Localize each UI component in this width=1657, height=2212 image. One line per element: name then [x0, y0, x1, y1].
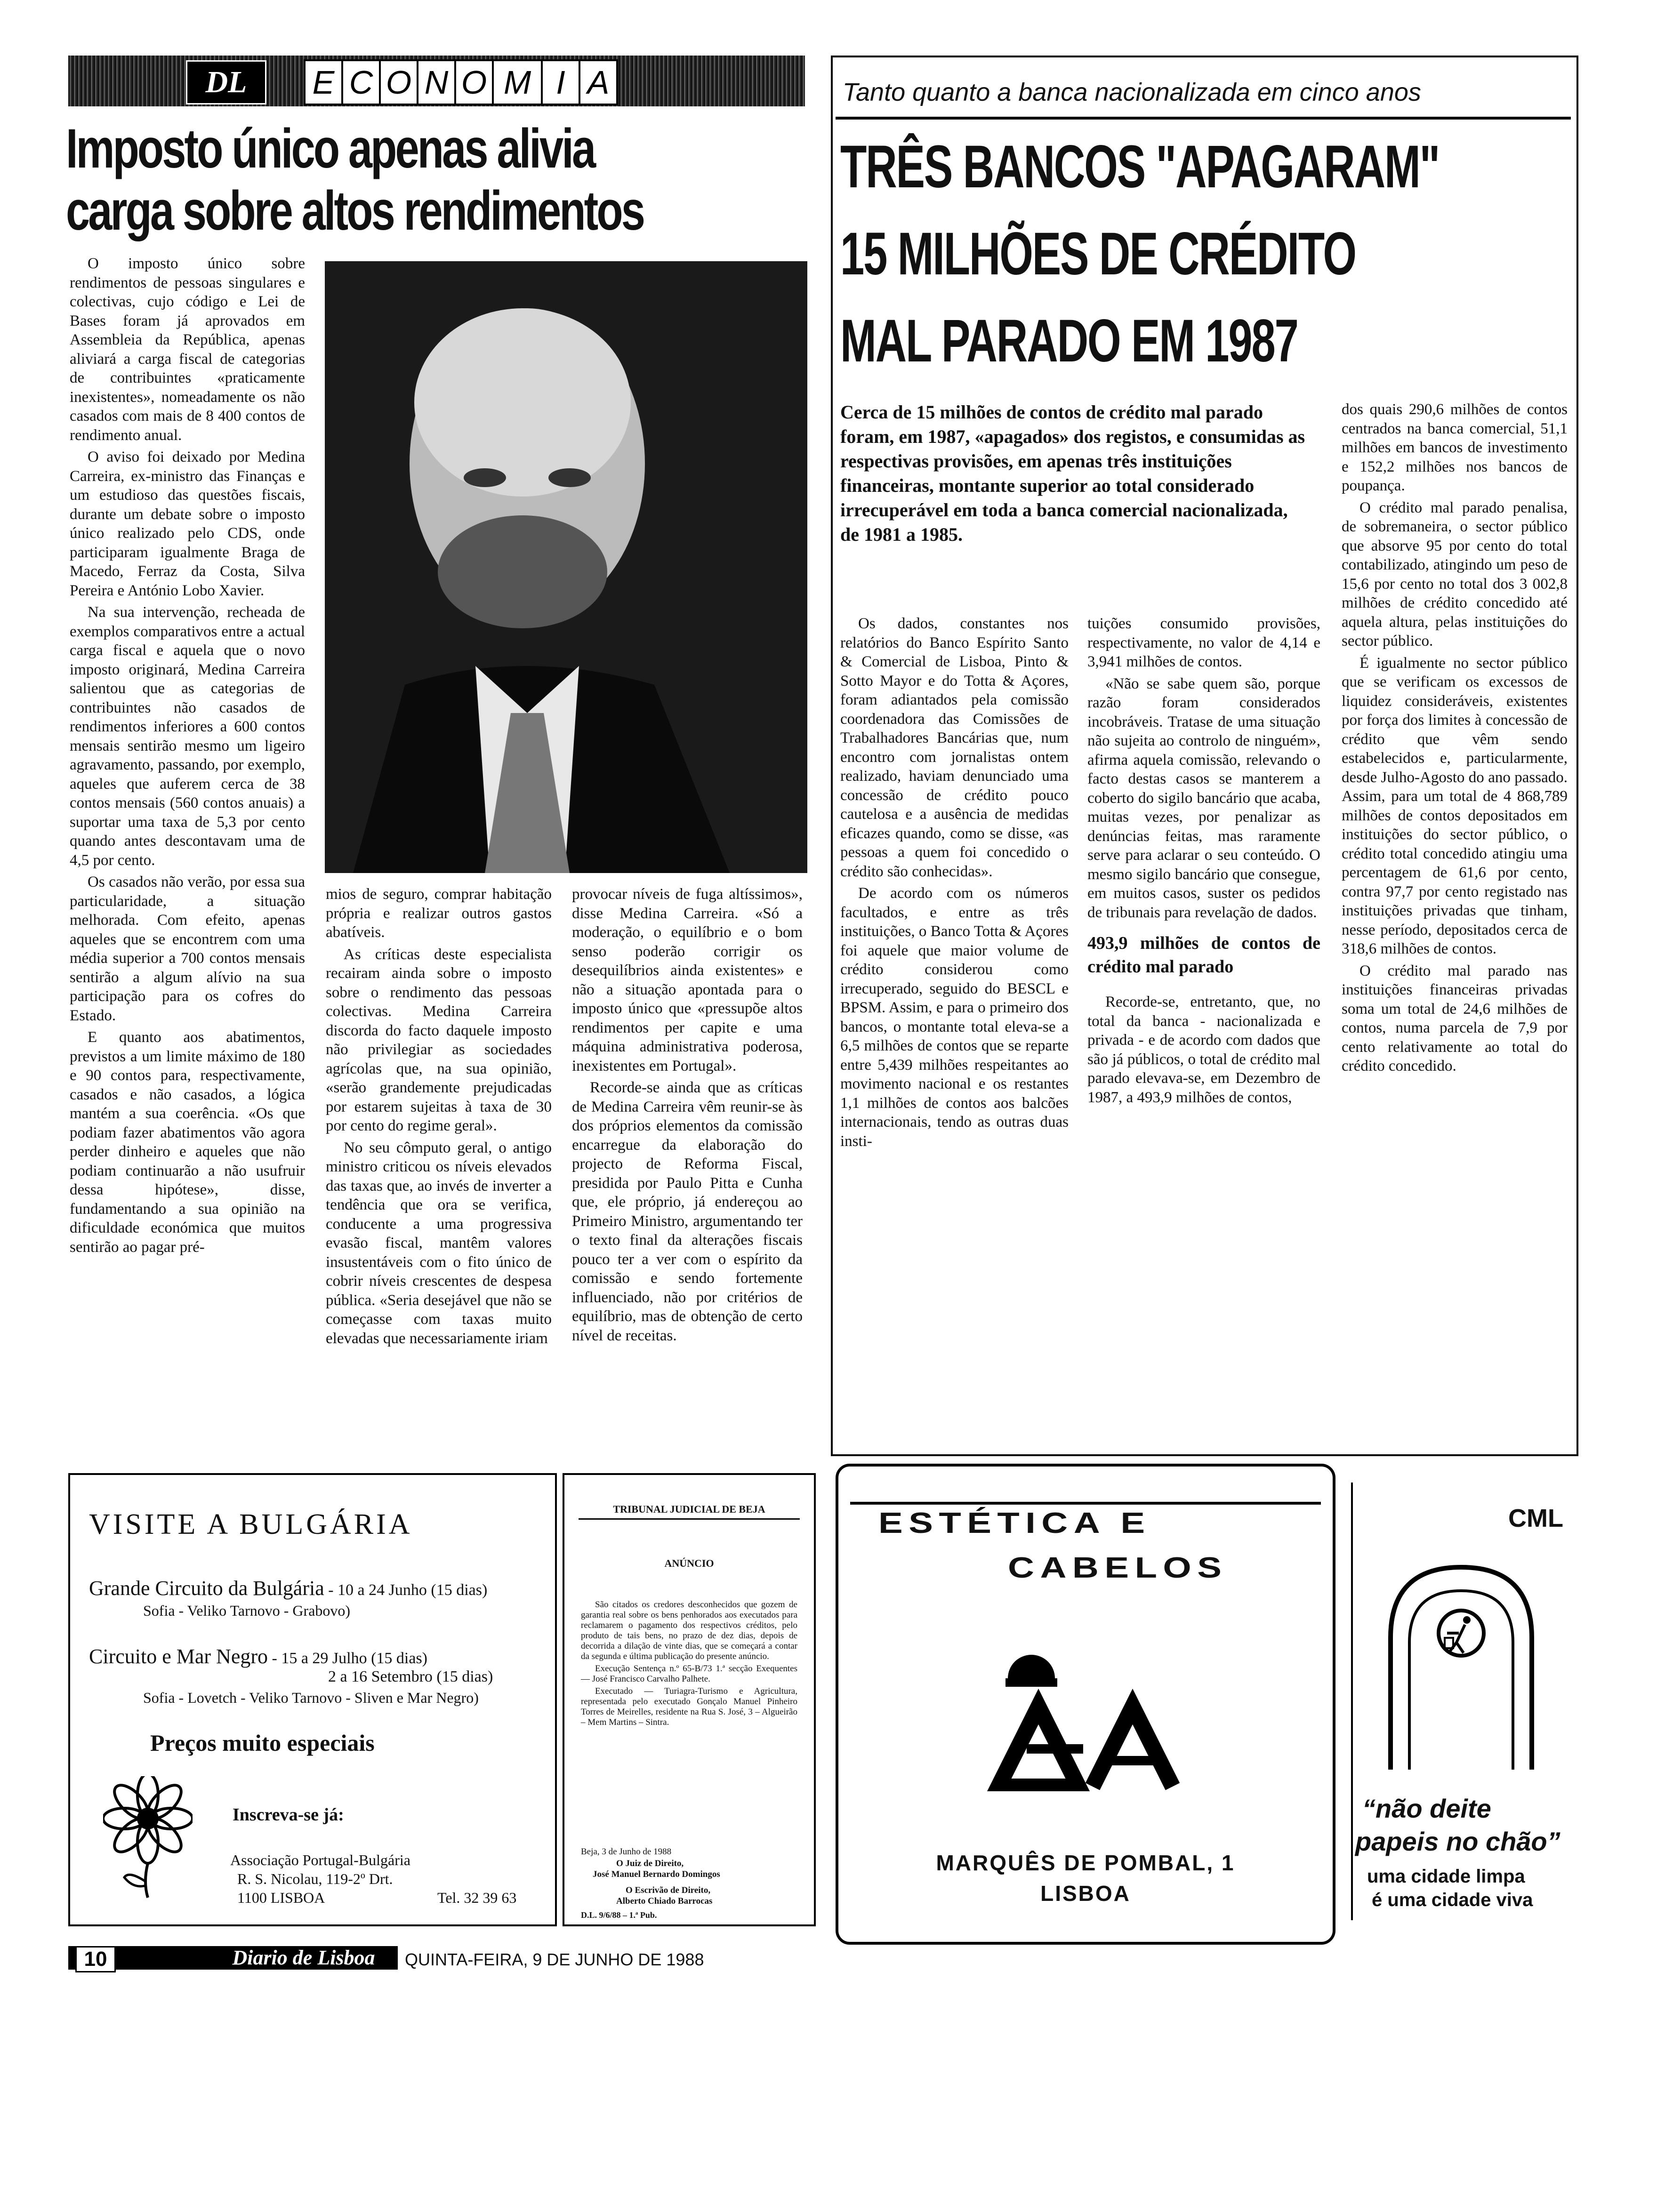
paragraph: O aviso foi deixado por Medina Carreira, ex-ministro das Finanças e um estudioso das questões fiscais, durante um debate sobre o imposto único realizado pelo CDS, onde participaram igualmente Braga de Macedo, Ferraz da Costa, Silva Pereira e António Lobo Xavier. — [70, 449, 305, 599]
headline-line: Imposto único apenas alivia — [66, 118, 595, 180]
paragraph: As críticas deste especialista recairam ainda sobre o imposto sobre o rendimento das pessoas colectivas. Medina Carreira discorda do facto daquele imposto não privilegiar as sociedades agrícolas que, na sua opinião, «serão grandemente prejudicadas por estarem sujeitas à taxa de 30 por cento do regime geral». — [326, 946, 552, 1134]
clerk-title: O Escrivão de Direito, — [626, 1885, 711, 1895]
cml-line1: uma cidade limpa — [1367, 1866, 1525, 1887]
judge-title: O Juiz de Direito, — [616, 1859, 684, 1868]
ad-tribunal — [563, 1473, 816, 1926]
footer-date: QUINTA-FEIRA, 9 DE JUNHO DE 1988 — [405, 1950, 704, 1969]
estetica-city: LISBOA — [1040, 1881, 1131, 1906]
article2-title-line: MAL PARADO EM 1987 — [840, 307, 1298, 375]
trip2 — [89, 1644, 550, 1668]
ea-logo-icon — [980, 1645, 1196, 1791]
paragraph: tuições consumido provisões, respectivamente, no valor de 4,14 e 3,941 milhões de contos. — [1087, 615, 1320, 670]
trip2-dates: - 15 a 29 Julho (15 dias) — [268, 1650, 428, 1667]
paragraph: Recorde-se ainda que as críticas de Medina Carreira vêm reunir-se às dos próprios elementos da comissão encarregue da elaboração do projecto de Reforma Fiscal, presidida por Paulo Pitta e Cunha que, ele próprio, já endereçou ao Primeiro Ministro, argumentando ter o texto final da alterações fiscais pouco ter a ver com o espírito da comissão e sendo fortemente influenciado, não por critérios de equilíbrio, mas de obtenção de certo nível de receitas. — [572, 1079, 803, 1344]
clerk: Alberto Chiado Barrocas — [616, 1896, 713, 1906]
trip1 — [89, 1576, 550, 1600]
section-letter: E — [304, 59, 343, 105]
article2-title-line: TRÊS BANCOS "APAGARAM" — [840, 133, 1440, 200]
section-letter: O — [454, 59, 494, 105]
org: Associação Portugal-Bulgária — [230, 1851, 410, 1868]
paragraph: Recorde-se, entretanto, que, no total da banca - nacionalizada e privada - e de acordo com dados que são já públicos, o total de crédito mal parado elevava-se, em Dezembro de 1987, a 493,9 milhões de contos, — [1087, 994, 1320, 1106]
paragraph: O crédito mal parado nas instituições financeiras privadas soma um total de 24,6 milhões de contos, numa parcela de 7,9 por cento relativamente ao total do crédito concedido. — [1342, 962, 1568, 1074]
kicker-rule — [836, 117, 1571, 120]
judge: José Manuel Bernardo Domingos — [593, 1869, 720, 1879]
section-letter: M — [492, 59, 543, 105]
tribunal-ref: D.L. 9/6/88 – 1.ª Pub. — [581, 1910, 657, 1920]
tribunal-text: Executado — Turiagra-Turismo e Agricultura, representada pelo executado Gonçalo Manuel Pinheiro Torres de Meirelles, residente na Rua S. José, 3 – Algueirão – Mem Martins – Sintra. — [581, 1686, 797, 1727]
section-letter: A — [579, 59, 618, 105]
paragraph: De acordo com os números facultados, e entre as três instituições, o Banco Totta & Açores foi aquele que maior volume de crédito considerou como irrecuperado, seguido do BESCL e BPSM. Assim, e para o primeiro dos bancos, o montante total eleva-se a 6,5 milhões de contos que se reparte entre 5,439 milhões respeitantes ao movimento nacional e os restantes 1,1 milhões de contos aos balcões internacionais, tendo as outras duas insti- — [840, 885, 1069, 1150]
paragraph: dos quais 290,6 milhões de contos centrados na banca comercial, 51,1 milhões em bancos de investimento e 152,2 milhões nos bancos de poupança. — [1342, 401, 1568, 494]
flower-icon — [103, 1776, 193, 1899]
paragraph: mios de seguro, comprar habitação própria e realizar outros gastos abatíveis. — [326, 886, 552, 941]
trip2-route: Sofia - Lovetch - Veliko Tarnovo - Sliven e Mar Negro) — [143, 1689, 479, 1706]
paragraph: No seu cômputo geral, o antigo ministro criticou os níveis elevados das taxas que, ao invés de inverter a tendência que ora se verifica, conducente a uma progressiva evasão fiscal, mantêm valores insustentáveis com o fito único de cobrir níveis crescentes de despesa pública. «Seria desejável que não se começasse com taxas muito elevadas que necessariamente iriam — [326, 1139, 552, 1347]
article2-title-line: 15 MILHÕES DE CRÉDITO — [840, 220, 1356, 288]
cml-slogan1: “não deite — [1362, 1794, 1491, 1823]
tribunal-subtitle: ANÚNCIO — [664, 1557, 714, 1569]
dl-logo: DL — [186, 60, 266, 104]
article2-kicker: Tanto quanto a banca nacionalizada em cinco anos — [843, 78, 1421, 106]
paragraph: provocar níveis de fuga altíssimos», disse Medina Carreira. «Só a moderação, o equilíbrio e o bom senso poderão corrigir os desequilíbrios ainda existentes» e não a situação apontada para o imposto único que «pressupõe altos rendimentos per capite e uma máquina administrativa poderosa, inexistentes em Portugal». — [572, 886, 803, 1074]
signup: Inscreva-se já: — [233, 1805, 344, 1825]
ad-bulgaria — [68, 1473, 557, 1926]
paragraph: Na sua intervenção, recheada de exemplos comparativos entre a actual carga fiscal e aquela que o novo imposto originará, Medina Carreira salientou que as categorias de contribuintes não casados de rendimentos inferiores a 600 contos mensais sentirão mesmo um ligeiro agravamento, passando, por exemplo, aqueles que auferem cerca de 38 contos mensais (560 contos anuais) a suportar uma taxa de 5,3 por cento quando antes descontavam uma de 4,5 por cento. — [70, 604, 305, 869]
cml-brand: CML — [1508, 1504, 1563, 1532]
tribunal-title: TRIBUNAL JUDICIAL DE BEJA — [579, 1503, 800, 1520]
paper-name: Diario de Lisboa — [232, 1946, 375, 1969]
prices: Preços muito especiais — [150, 1730, 375, 1756]
article1-col1 — [70, 254, 305, 1259]
cml-line2: é uma cidade viva — [1372, 1890, 1533, 1910]
tel: Tel. 32 39 63 — [437, 1889, 517, 1906]
paragraph: É igualmente no sector público que se verificam os excessos de liquidez consideráveis, existentes por força dos limites à concessão de crédito que vêm sendo estabelecidos e, particularmente, desde Julho-Agosto do ano passado. Assim, para um total de 4 868,789 milhões de contos depositados em instituições do sector público, o crédito total concedido atingiu uma percentagem de 61,6 por cento, contra 97,7 por cento registado nas instituições privadas que tinham, nesse período, depositados cerca de 318,6 milhões de contos. — [1342, 654, 1568, 957]
paragraph: Os casados não verão, por essa sua particularidade, a situação melhorada. Com efeito, apenas aqueles que se encontrem com uma média superior a 700 contos mensais sentirão a algum alívio na sua participação para os cofres do Estado. — [70, 874, 305, 1024]
paragraph: E quanto aos abatimentos, previstos a um limite máximo de 180 e 90 contos para, respectivamente, casados e não casados, a lógica mantém a sua coerência. «Os que podiam fazer abatimentos vão agora perder dinheiro e aqueles que não podiam continuarão a não usufruir dessa hipótese», disse, fundamentando a sua opinião na dificuldade económica que muitos sentirão ao pagar pré- — [70, 1029, 305, 1256]
portrait-illustration — [325, 261, 807, 873]
section-letter: N — [417, 59, 456, 105]
trash-bin-icon — [1381, 1563, 1541, 1770]
paragraph: «Não se sabe quem são, porque razão foram considerados incobráveis. Tratase de uma situação não sujeita ao controlo de ninguém», afirma aquela comissão, relevando o facto destas casos se manterem a coberto do sigilo bancário que acaba, muitas vezes, por penalizar as denúncias feitas, mas raramente serve para aclarar o seu conteúdo. O mesmo sigilo bancário que consegue, em muitos casos, suster os pedidos de tribunais para revelação de dados. — [1087, 675, 1320, 921]
paragraph: O imposto único sobre rendimentos de pessoas singulares e colectivas, cujo código e Lei de Bases foram já aprovados em Assembleia da República, apenas aliviará a carga fiscal de categorias de contribuintes «praticamente inexistentes», nomeadamente os não casados com mais de 8 400 contos de rendimento anual. — [70, 255, 305, 444]
trip1-name: Grande Circuito da Bulgária — [89, 1577, 324, 1600]
section-letter: I — [541, 59, 580, 105]
estetica-address: MARQUÊS DE POMBAL, 1 — [936, 1851, 1235, 1875]
tribunal-date: Beja, 3 de Junho de 1988 — [581, 1847, 672, 1857]
headline-line: carga sobre altos rendimentos — [66, 180, 644, 242]
estetica-title2: CABELOS — [1008, 1552, 1228, 1584]
section-banner — [68, 56, 805, 106]
ad-estetica — [836, 1464, 1335, 1945]
address: R. S. Nicolau, 119-2º Drt. — [237, 1870, 393, 1887]
ad-title: VISITE A BULGÁRIA — [89, 1508, 413, 1540]
article2-col1 — [840, 614, 1069, 1154]
article2-lead: Cerca de 15 milhões de contos de crédito mal parado foram, em 1987, «apagados» dos registos, e consumidas as respectivas provisões, em apenas três instituições financeiras, montante superior ao total considerado irrecuperável em toda a banca comercial nacionalizada, de 1981 a 1985. — [840, 401, 1305, 545]
article1-headline — [66, 118, 644, 242]
trip2-name: Circuito e Mar Negro — [89, 1645, 268, 1668]
paragraph: Os dados, constantes nos relatórios do Banco Espírito Santo & Comercial de Lisboa, Pinto & Sotto Mayor e do Totta & Açores, foram adiantados pela comissão coordenadora das Comissões de Trabalhadores Bancárias que, num encontro com jornalistas ontem realizado, haviam denunciado uma concessão de crédito pouco cautelosa e a ausência de medidas eficazes quando, como se disse, «as pessoas a quem foi concedido o crédito são conhecidas». — [840, 615, 1069, 880]
trip1-dates: - 10 a 24 Junho (15 dias) — [324, 1581, 488, 1599]
trip1-route: Sofia - Veliko Tarnovo - Grabovo) — [143, 1602, 351, 1619]
article2-col3 — [1342, 400, 1568, 1079]
article2-col2 — [1087, 614, 1320, 1110]
tribunal-text: Execução Sentença n.º 65-B/73 1.ª secção Exequentes — José Francisco Carvalho Palhete. — [581, 1664, 797, 1684]
section-letter: O — [379, 59, 418, 105]
tribunal-text: São citados os credores desconhecidos que gozem de garantia real sobre os bens penhorados aos executados para reclamarem o pagamento dos respectivos créditos, pelo produto de tais bens, no prazo de dez dias, depois de decorrida a dilação de vinte dias, que se começará a contar da segunda e última publicação do presente anúncio. — [581, 1600, 797, 1661]
city: 1100 LISBOA — [237, 1889, 325, 1906]
article1-col2 — [326, 885, 552, 1351]
trip2-dates2: 2 a 16 Setembro (15 dias) — [328, 1668, 493, 1685]
tribunal-body — [581, 1600, 797, 1728]
section-letter: C — [341, 59, 381, 105]
article1-col3 — [572, 885, 803, 1348]
page-number: 10 — [75, 1946, 116, 1972]
ad-cml — [1351, 1483, 1579, 1920]
cml-slogan2: papeis no chão” — [1355, 1827, 1560, 1856]
article2-subhead: 493,9 milhões de contos de crédito mal parado — [1087, 933, 1320, 977]
paragraph: O crédito mal parado penalisa, de sobremaneira, o sector público que absorve 95 por cento do total contabilizado, atingindo um peso de 15,6 por cento no total dos 3 002,8 milhões de crédito concedido até aquela altura, pelas instituições do sector público. — [1342, 499, 1568, 649]
portrait-photo — [325, 261, 807, 873]
estetica-title1: ESTÉTICA E — [878, 1507, 1151, 1539]
